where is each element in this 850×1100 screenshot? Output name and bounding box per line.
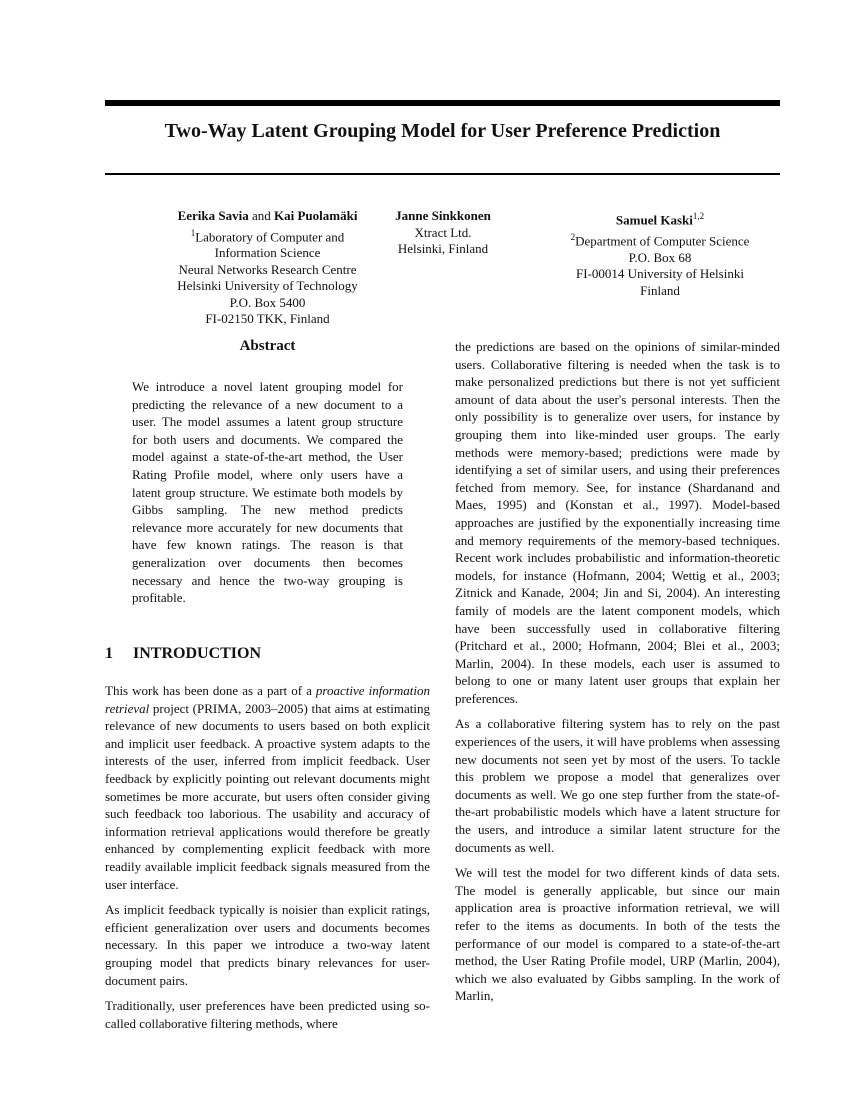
affiliation-marker: 2 — [570, 231, 576, 242]
affiliation-line: FI-02150 TKK, Finland — [205, 311, 330, 327]
affiliation-line: Helsinki University of Technology — [177, 278, 358, 294]
paragraph: This work has been done as a part of a proactive information retrieval project (PRIMA, 2003–2005) that aims at estimating relevance of new documents to users based on both explicit and implicit user feedback. A proactive system adapts to the interests of the user, inferred from implicit feedback. User feedback by explicitly pointing out relevant documents might sometimes be more accurate, but users often consider giving such feedback too laborious. The usability and accuracy of information retrieval applications would therefore be greatly enhanced by complementing explicit feedback with more readily available implicit feedback signals measured from the user interface. — [105, 683, 430, 892]
author-names-3 — [540, 208, 780, 229]
author-block-3 — [540, 208, 780, 299]
section-number: 1 — [105, 645, 113, 662]
abstract-body: We introduce a novel latent grouping model for predicting the relevance of a new document to a user. The model assumes a latent group structure for both users and documents. We compared the model against a state-of-the-art method, the User Rating Profile model, where only users have a latent group structure. We estimate both models by Gibbs sampling. The new method predicts relevance more accurately for new documents that have few known ratings. The reason is that generalization over documents then becomes necessary and hence the two-way grouping is profitable. — [132, 379, 403, 606]
right-column — [455, 338, 780, 1013]
author-conjunction: and — [251, 208, 271, 223]
title-top-rule — [105, 100, 780, 106]
affiliation-line: FI-00014 University of Helsinki — [576, 266, 744, 282]
author-affiliation-sup: 1,2 — [692, 211, 705, 221]
affiliation-line: P.O. Box 5400 — [229, 294, 306, 310]
affiliation-line: Xtract Ltd. — [414, 224, 472, 240]
affiliation-line: $^1$Laboratory of Computer and — [190, 227, 345, 244]
author-block-2 — [368, 208, 518, 258]
abstract-heading: Abstract — [239, 338, 296, 354]
introduction-column — [105, 682, 430, 1040]
title-bottom-rule — [105, 173, 780, 175]
section-title: INTRODUCTION — [133, 645, 262, 662]
affiliation-marker: 1 — [190, 227, 196, 238]
affiliation-line: $^2$Department of Computer Science — [570, 231, 750, 249]
author-name-kaski: Samuel Kaski — [615, 212, 693, 228]
paragraph: As a collaborative filtering system has to rely on the past experiences of the users, it will have problems when assessing new documents not seen yet by most of the users. To tackle this problem we propose a model that generalizes over documents as well. We go one step further from the state-of-the-art probabilistic models which have a latent structure for the users, and introduce a similar latent structure for the documents as well. — [455, 716, 780, 855]
affiliation-line: Finland — [640, 282, 680, 298]
paragraph: As implicit feedback typically is noisier than explicit ratings, efficient generalization over users and documents becomes necessary. In this paper we introduce a two-way latent grouping model that predicts binary relevances for user-document pairs. — [105, 902, 430, 988]
section-heading-introduction — [105, 645, 261, 663]
paragraph: Traditionally, user preferences have been predicted using so-called collaborative filtering methods, where — [105, 998, 430, 1031]
author-name-sinkkonen: Janne Sinkkonen — [395, 208, 491, 223]
author-name-savia: Eerika Savia — [177, 208, 249, 223]
author-name-puolamaki: Kai Puolamäki — [274, 208, 358, 223]
emphasis-proactive-ir: proactive information retrieval — [105, 683, 430, 716]
paper-title: Two-Way Latent Grouping Model for User Preference Prediction — [164, 120, 721, 142]
affiliation-line: Helsinki, Finland — [397, 241, 489, 256]
paragraph: We will test the model for two different kinds of data sets. The model is generally applicable, but since our main application area is proactive information retrieval, we will refer to the items as documents. In both of the tests the performance of our model is compared to a state-of-the-art method, the User Rating Profile model, URP (Marlin, 2004), which we also evaluated by Gibbs sampling. In the work of Marlin, — [455, 865, 780, 1004]
paragraph: the predictions are based on the opinions of similar-minded users. Collaborative filtering is needed when the task is to make personalized predictions but there is not yet sufficient amount of data about the user's personal interests. Then the only possibility is to generalize over users, for instance by grouping them into like-minded user groups. The early methods were memory-based; predictions were made by identifying a set of similar users, and using their preferences fetched from memory. See, for instance (Shardanand and Maes, 1995) and (Konstan et al., 1997). Model-based approaches are justified by the exponentially increasing time and memory requirements of the memory-based techniques. Recent work includes probabilistic and information-theoretic models, for instance (Hofmann, 2004; Wettig et al., 2003; Zitnick and Kanade, 2004; Jin and Si, 2004). An interesting family of models are the latent component models, which have been successfully used in collaborative filtering (Pritchard et al., 2000; Hofmann, 2004; Blei et al., 2003; Marlin, 2004). In these models, each user is assumed to belong to one or many latent user groups that explain her preferences. — [455, 339, 780, 706]
affiliation-line: Neural Networks Research Centre — [178, 261, 357, 277]
affiliation-line: P.O. Box 68 — [628, 249, 692, 265]
affiliation-line: Information Science — [214, 245, 321, 261]
